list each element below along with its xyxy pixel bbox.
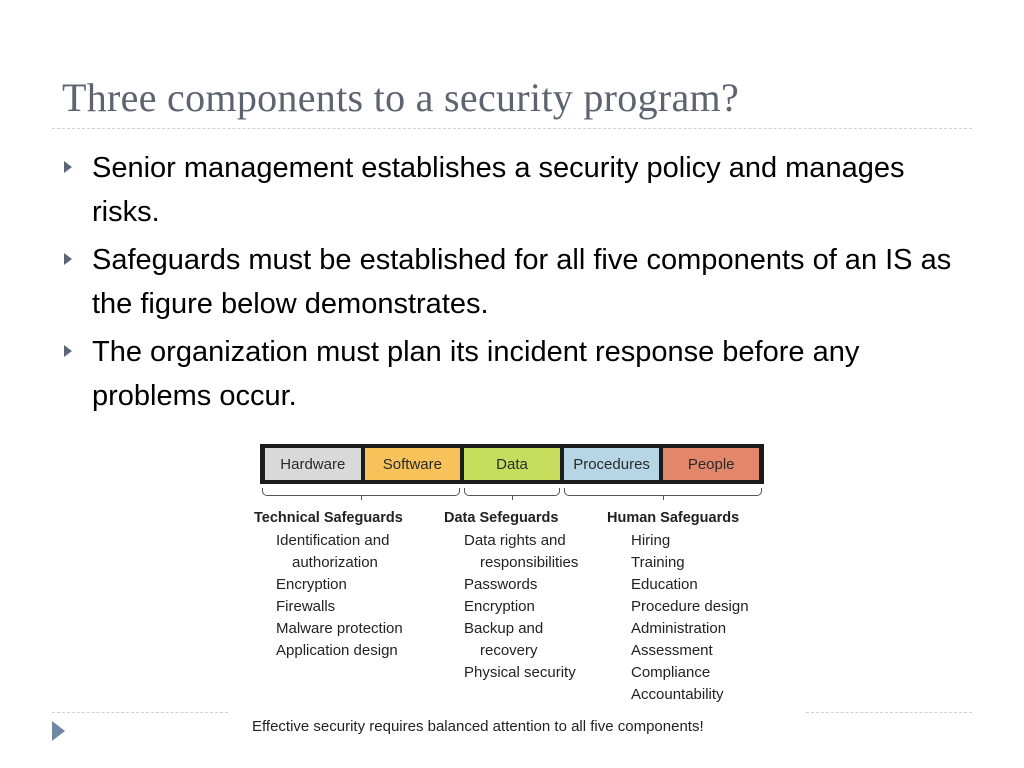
safeguard-item: Administration bbox=[631, 620, 727, 637]
safeguard-item: authorization bbox=[292, 554, 378, 571]
data-safeguards-list bbox=[464, 530, 578, 684]
component-procedures: Procedures bbox=[564, 448, 660, 480]
data-safeguards-heading: Data Sefeguards bbox=[444, 510, 559, 526]
bullet-list bbox=[62, 146, 962, 422]
safeguard-item: Physical security bbox=[464, 664, 576, 681]
safeguard-item: Encryption bbox=[276, 576, 347, 593]
bullet-text: Safeguards must be established for all five components of an IS as the figure below demonstrates. bbox=[92, 244, 952, 320]
safeguard-item: Encryption bbox=[464, 598, 535, 615]
technical-safeguards-heading: Technical Safeguards bbox=[254, 510, 403, 526]
human-brace bbox=[564, 488, 762, 496]
safeguard-item: Hiring bbox=[631, 532, 671, 549]
safeguard-item: Application design bbox=[276, 642, 398, 659]
safeguard-item: Assessment bbox=[631, 642, 713, 659]
bullet-item bbox=[62, 238, 962, 326]
safeguard-item: Malware protection bbox=[276, 620, 403, 637]
safeguard-item: Education bbox=[631, 576, 698, 593]
triangle-bullet-icon bbox=[64, 253, 72, 265]
technical-safeguards-list bbox=[276, 530, 403, 662]
figure-caption: Effective security requires balanced attention to all five components! bbox=[252, 718, 704, 735]
human-safeguards-list bbox=[631, 530, 749, 706]
safeguard-item: Firewalls bbox=[276, 598, 336, 615]
component-hardware: Hardware bbox=[265, 448, 361, 480]
footer-divider-right bbox=[806, 712, 972, 713]
safeguard-item: responsibilities bbox=[480, 554, 579, 571]
bullet-item bbox=[62, 330, 962, 418]
data-brace bbox=[464, 488, 560, 496]
safeguard-item: Compliance bbox=[631, 664, 711, 681]
component-data: Data bbox=[464, 448, 560, 480]
safeguards-figure bbox=[250, 444, 780, 744]
safeguard-item: Data rights and bbox=[464, 532, 566, 549]
safeguard-item: Training bbox=[631, 554, 685, 571]
component-people: People bbox=[663, 448, 759, 480]
component-software: Software bbox=[365, 448, 461, 480]
human-safeguards-heading: Human Safeguards bbox=[607, 510, 740, 526]
triangle-bullet-icon bbox=[64, 161, 72, 173]
slide-title: Three components to a security program? bbox=[62, 75, 740, 120]
safeguard-item: Accountability bbox=[631, 686, 724, 703]
data-safeguards bbox=[444, 510, 578, 684]
safeguard-item: Backup and bbox=[464, 620, 544, 637]
next-slide-arrow-icon[interactable] bbox=[52, 721, 65, 741]
human-safeguards bbox=[607, 510, 749, 706]
technical-safeguards bbox=[254, 510, 403, 662]
safeguard-item: Passwords bbox=[464, 576, 538, 593]
safeguard-item: recovery bbox=[480, 642, 538, 659]
bullet-item bbox=[62, 146, 962, 234]
footer-divider-left bbox=[52, 712, 228, 713]
technical-brace bbox=[262, 488, 460, 496]
triangle-bullet-icon bbox=[64, 345, 72, 357]
bullet-text: The organization must plan its incident response before any problems occur. bbox=[92, 336, 860, 412]
safeguard-item: Identification and bbox=[276, 532, 390, 549]
is-components-bar bbox=[260, 444, 764, 484]
safeguard-item: Procedure design bbox=[631, 598, 749, 615]
title-divider bbox=[52, 128, 972, 129]
bullet-text: Senior management establishes a security policy and manages risks. bbox=[92, 152, 905, 228]
